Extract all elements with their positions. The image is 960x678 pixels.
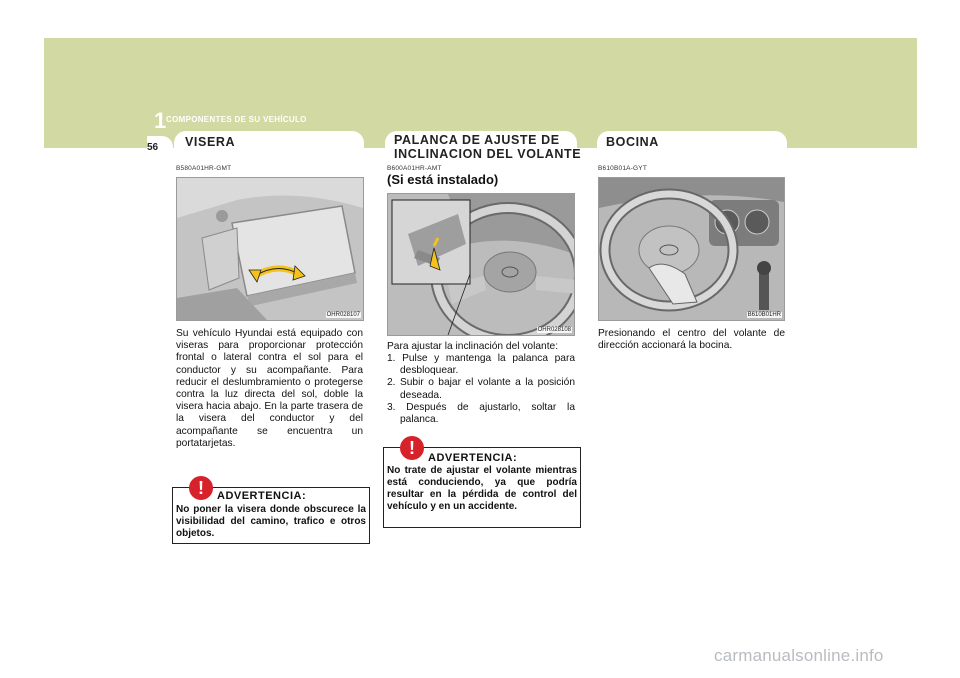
palanca-title-line1: PALANCA DE AJUSTE DE	[394, 133, 560, 147]
visera-photo-caption: OHR028107	[326, 312, 360, 318]
palanca-warning-box	[383, 438, 581, 528]
sun-visor-illustration	[177, 178, 363, 320]
section-number: 1	[154, 108, 167, 133]
bocina-code: B610B01A-GYT	[598, 165, 648, 172]
palanca-intro: Para ajustar la inclinación del volante:	[387, 341, 559, 352]
visera-code: B580A01HR-GMT	[176, 165, 232, 172]
visera-warning-title: ADVERTENCIA:	[217, 490, 307, 502]
bocina-title: BOCINA	[606, 135, 659, 149]
palanca-photo	[387, 193, 575, 336]
palanca-title-line2: INCLINACION DEL VOLANTE	[394, 147, 582, 161]
section-title: COMPONENTES DE SU VEHÍCULO	[166, 115, 307, 124]
bocina-photo-caption: B610B01HR	[747, 312, 781, 318]
palanca-warning-title: ADVERTENCIA:	[428, 452, 518, 464]
page-number: 56	[147, 142, 159, 153]
visera-photo	[176, 177, 364, 321]
page-number-tab	[147, 136, 173, 158]
steering-wheel-lever-illustration	[388, 194, 574, 335]
bocina-photo	[598, 177, 785, 321]
bocina-body: Presionando el centro del volante de dirección accionará la bocina.	[598, 328, 785, 352]
horn-steering-wheel-illustration	[599, 178, 784, 320]
palanca-step: 3. Después de ajustarlo, soltar la palanca.	[387, 401, 575, 426]
palanca-step: 2. Subir o bajar el volante a la posición deseada.	[387, 377, 575, 401]
palanca-warning-text: No trate de ajustar el volante mientras está conduciendo, ya que podría resultar en la pérdida de control del vehículo y en un accidente.	[387, 465, 577, 512]
warning-icon: !	[400, 436, 424, 460]
palanca-steps	[387, 353, 575, 426]
visera-body: Su vehículo Hyundai está equipado con viseras para proporcionar protección frontal o lateral contra el sol para el conductor y su acompañante. Para reducir el deslumbramiento o protegerse contra la luz directa del sol, doble la visera hacia abajo. En la parte trasera de la visera del conductor y del acompañante se encuentra un portatarjetas.	[176, 328, 363, 449]
visera-title: VISERA	[185, 135, 236, 149]
palanca-code: B600A01HR-AMT	[387, 165, 442, 172]
warning-icon: !	[189, 476, 213, 500]
visera-warning-box	[172, 478, 370, 544]
palanca-photo-caption: OHR028108	[537, 327, 571, 333]
palanca-step: 1. Pulse y mantenga la palanca para desbloquear.	[387, 353, 575, 377]
watermark: carmanualsonline.info	[714, 646, 884, 665]
palanca-subtitle: (Si está instalado)	[387, 172, 499, 187]
visera-warning-text: No poner la visera donde obscurece la visibilidad del camino, trafico e otros objetos.	[176, 504, 366, 539]
